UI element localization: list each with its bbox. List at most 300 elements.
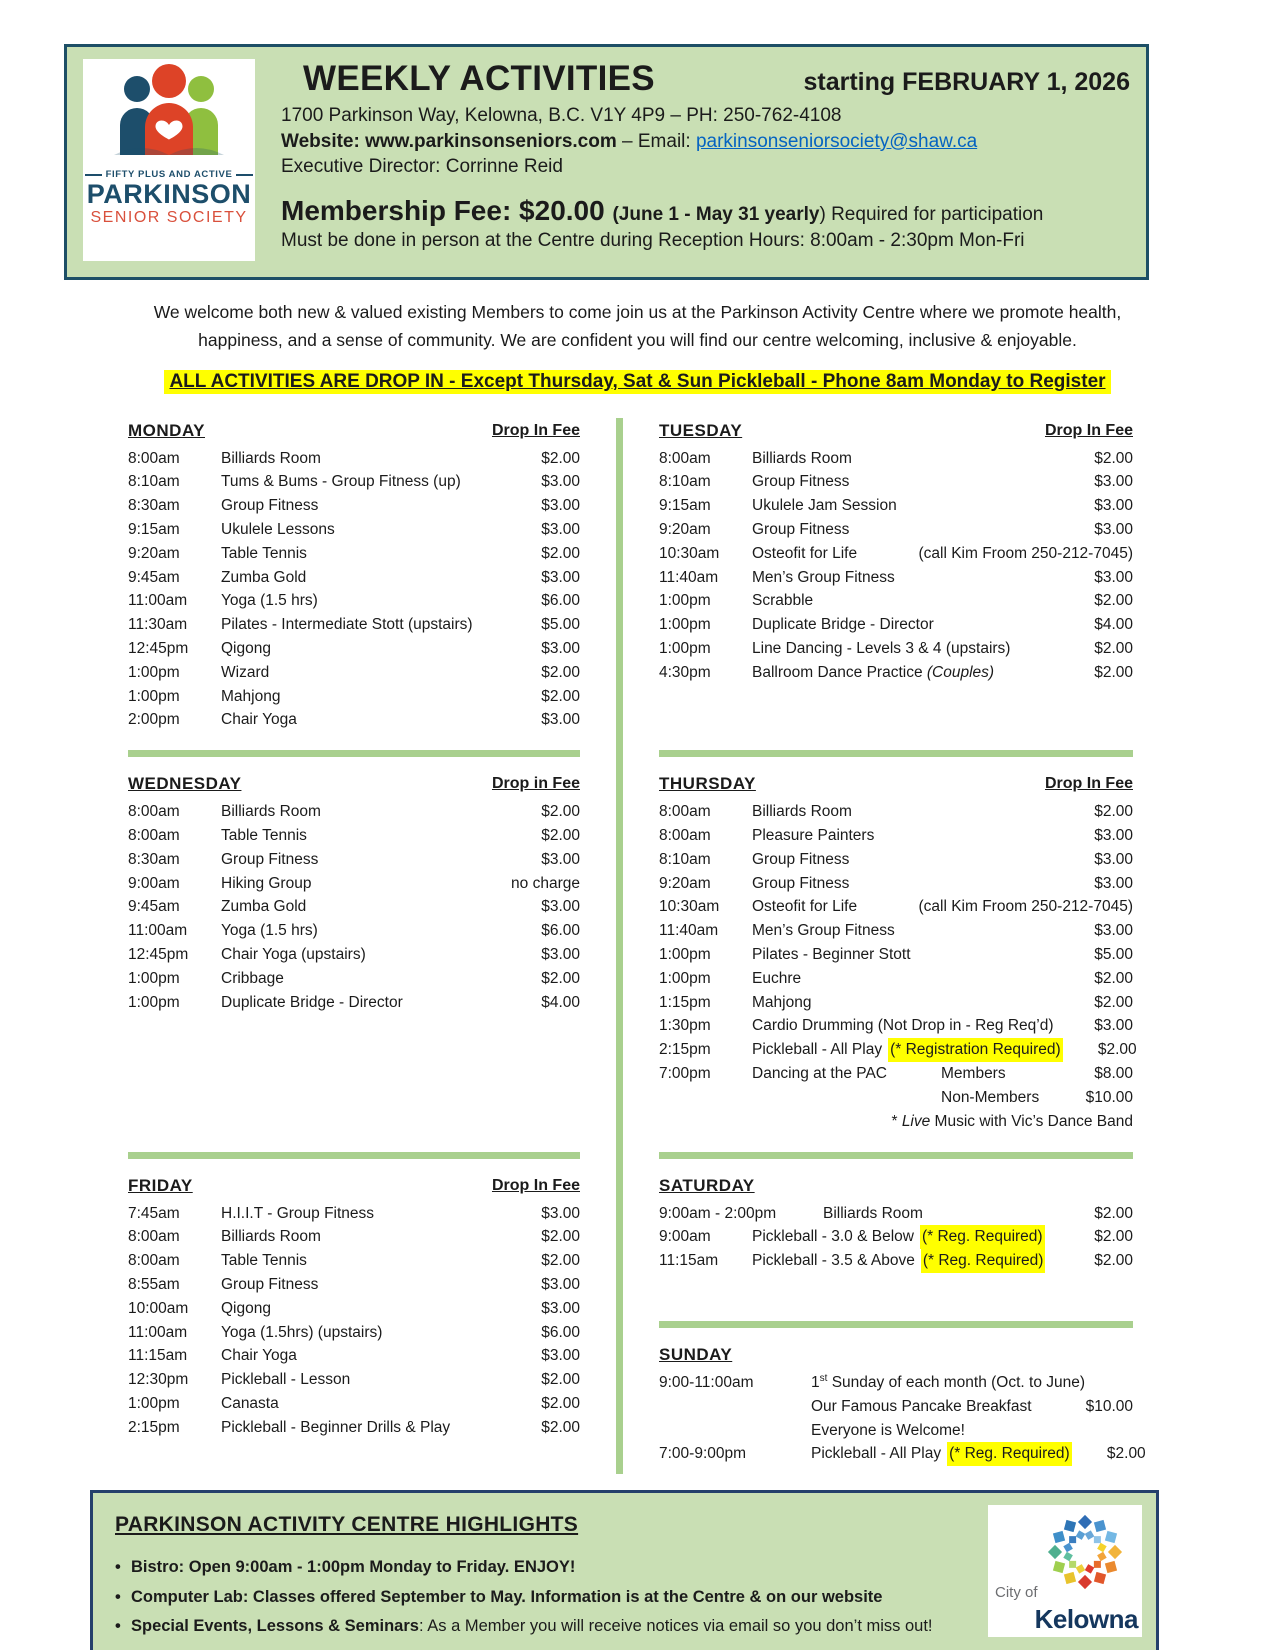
city-of-kelowna-logo (988, 1505, 1142, 1637)
highlight-bullet (115, 1553, 974, 1582)
schedule-row (659, 1038, 1137, 1062)
activity-cell: Chair Yoga (upstairs) (221, 946, 366, 964)
fee-cell: $3.00 (541, 711, 580, 729)
time-cell: 8:00am (128, 1228, 180, 1246)
page-title: WEEKLY ACTIVITIES (303, 59, 655, 98)
schedule-row (659, 848, 1133, 872)
fee-cell: $2.00 (541, 663, 580, 681)
fee-cell: $10.00 (1085, 1088, 1133, 1106)
bullet-bold-text: Special Events, Lessons & Seminars (131, 1616, 419, 1635)
fee-column-header: Drop In Fee (1044, 421, 1133, 439)
italic-note: (Couples) (922, 663, 995, 681)
schedule-row (128, 848, 580, 872)
bullet-dot: • (115, 1558, 121, 1577)
schedule-row (128, 895, 580, 919)
activity-cell: Pilates - Intermediate Stott (upstairs) (221, 616, 473, 634)
header-main (255, 59, 1130, 267)
schedule-row (659, 1062, 1133, 1086)
schedule-row (659, 661, 1133, 685)
time-cell: 2:15pm (128, 1418, 180, 1436)
activity-cell: Canasta (221, 1394, 279, 1412)
time-cell: 1:00pm (659, 592, 711, 610)
director-line: Executive Director: Corrinne Reid (281, 156, 563, 178)
fee-cell: $4.00 (541, 993, 580, 1011)
kelowna-name-label: Kelowna (1034, 1604, 1138, 1635)
kelowna-city-of-label: City of (995, 1584, 1038, 1602)
call-note: (call Kim Froom 250-212-7045) (918, 898, 1133, 916)
activity-cell: Pickleball - All Play (811, 1445, 942, 1463)
time-cell: 11:00am (128, 922, 188, 940)
fee-cell: $3.00 (1094, 850, 1133, 868)
email-link[interactable]: parkinsonseniorsociety@shaw.ca (695, 130, 978, 152)
activity-cell: Billiards Room (221, 803, 321, 821)
activity-cell: Pickleball - Beginner Drills & Play (221, 1418, 451, 1436)
schedule-row (128, 447, 580, 471)
fee-cell: $2.00 (541, 803, 580, 821)
fee-cell: $3.00 (541, 898, 580, 916)
activity-cell: Duplicate Bridge - Director (221, 993, 403, 1011)
horizontal-divider (128, 750, 580, 757)
activity-cell: Ukulele Jam Session (752, 497, 897, 515)
highlights-box (90, 1490, 1159, 1650)
fee-cell: $2.00 (1106, 1445, 1146, 1463)
fee-cell: $3.00 (1094, 473, 1133, 491)
time-cell: 9:20am (659, 874, 711, 892)
fee-cell: $2.00 (1094, 592, 1133, 610)
website-email-line: Website: www.parkinsonseniors.com – Email: parkinsonseniorsociety@shaw.ca (281, 130, 978, 152)
activity-cell: Chair Yoga (221, 711, 297, 729)
fee-cell: $2.00 (1094, 1252, 1133, 1270)
fee-cell: $2.00 (541, 1394, 580, 1412)
activity-cell: Zumba Gold (221, 898, 307, 916)
activity-cell: Chair Yoga (221, 1347, 297, 1365)
time-cell: 1:30pm (659, 1017, 711, 1035)
member-type-label: Non-Members (941, 1088, 1040, 1106)
schedule-row (659, 895, 1133, 919)
member-type-label: Members (941, 1065, 1006, 1083)
schedule-row (659, 800, 1133, 824)
time-cell: 10:30am (659, 544, 720, 562)
time-cell: 8:00am (128, 803, 180, 821)
time-cell: 4:30pm (659, 663, 711, 681)
schedule-row (128, 800, 580, 824)
activity-cell: Table Tennis (221, 544, 307, 562)
time-cell: 9:45am (128, 898, 180, 916)
day-title: FRIDAY (128, 1175, 193, 1195)
activity-cell: Osteofit for Life (752, 544, 858, 562)
activity-cell: Billiards Room (823, 1204, 923, 1222)
day-rows (128, 447, 580, 733)
activity-cell: Billiards Room (221, 1228, 321, 1246)
highlight-bullet (115, 1612, 974, 1641)
time-cell: 8:00am (128, 449, 180, 467)
time-cell: 10:30am (659, 898, 720, 916)
fee-cell: $2.00 (541, 1252, 580, 1270)
call-note: (call Kim Froom 250-212-7045) (918, 544, 1133, 562)
fee-cell: $3.00 (1094, 922, 1133, 940)
time-cell: 8:10am (659, 473, 711, 491)
registration-required-highlight: (* Registration Required) (888, 1038, 1063, 1062)
activity-cell: Billiards Room (752, 803, 852, 821)
fee-cell: $3.00 (541, 1347, 580, 1365)
activity-cell: Billiards Room (221, 449, 321, 467)
schedule-row (128, 1202, 580, 1226)
cell-monday (128, 418, 580, 741)
day-section-tuesday (659, 418, 1133, 693)
schedule-row (659, 872, 1133, 896)
time-cell: 8:30am (128, 850, 180, 868)
registration-required-highlight: (* Reg. Required) (920, 1225, 1045, 1249)
bullet-rest-text: : As a Member you will receive notices via email so you don’t miss out! (418, 1616, 933, 1635)
time-cell: 12:45pm (128, 640, 189, 658)
header-box (64, 44, 1149, 280)
fee-cell: $3.00 (1094, 568, 1133, 586)
spacer (1045, 1249, 1059, 1273)
fee-cell: $8.00 (1094, 1065, 1133, 1083)
time-cell: 9:00-11:00am (659, 1374, 754, 1391)
fee-column-header: Drop In Fee (491, 1176, 580, 1194)
schedule-row (659, 566, 1133, 590)
time-cell: 10:00am (128, 1299, 189, 1317)
day-title: WEDNESDAY (128, 774, 242, 794)
ordinal-suffix: st (819, 1372, 828, 1384)
activity-cell: Line Dancing - Levels 3 & 4 (upstairs) (752, 640, 1011, 658)
start-date: starting FEBRUARY 1, 2026 (803, 68, 1130, 96)
activity-cell: Euchre (752, 969, 802, 987)
fee-cell: $3.00 (541, 640, 580, 658)
activity-cell: Yoga (1.5hrs) (upstairs) (221, 1323, 383, 1341)
day-rows (659, 1202, 1133, 1273)
horizontal-divider (128, 1152, 580, 1159)
fee-cell: $2.00 (541, 1371, 580, 1389)
parkinson-society-logo (83, 59, 255, 261)
day-rows (659, 800, 1137, 1133)
horizontal-divider (659, 1321, 1133, 1328)
fee-cell: $2.00 (541, 687, 580, 705)
bullet-bold-text: Bistro: Open 9:00am - 1:00pm Monday to Friday. ENJOY! (131, 1558, 576, 1577)
time-cell: 1:00pm (659, 946, 711, 964)
activity-cell: Pickleball - Lesson (221, 1371, 351, 1389)
fee-cell: $3.00 (541, 497, 580, 515)
activity-cell: Table Tennis (221, 1252, 307, 1270)
time-cell: 1:00pm (128, 969, 180, 987)
day-section-wednesday (128, 771, 580, 1022)
time-cell: 1:00pm (128, 993, 180, 1011)
schedule-row (659, 1371, 1133, 1395)
schedule-row (659, 447, 1133, 471)
time-cell: 12:45pm (128, 946, 189, 964)
schedule-row (659, 1014, 1133, 1038)
time-cell: 1:00pm (659, 640, 711, 658)
activity-cell: Pleasure Painters (752, 827, 875, 845)
fee-column-header: Drop In Fee (491, 421, 580, 439)
schedule-row (659, 1249, 1133, 1273)
time-cell (659, 1395, 811, 1419)
schedule-row (128, 1321, 580, 1345)
activity-cell: Group Fitness (752, 874, 850, 892)
schedule-row (659, 824, 1133, 848)
day-title: THURSDAY (659, 774, 756, 794)
fee-cell: $2.00 (541, 827, 580, 845)
activity-cell: Billiards Room (752, 449, 852, 467)
fee-cell: $2.00 (541, 969, 580, 987)
horizontal-divider (659, 1152, 1133, 1159)
schedule-row (128, 919, 580, 943)
bullet-bold-text: Computer Lab: Classes offered September to May. Information is at the Centre & on our website (131, 1587, 883, 1606)
fee-cell: $3.00 (541, 850, 580, 868)
schedule-row (128, 613, 580, 637)
time-cell: 1:00pm (128, 663, 180, 681)
fee-cell: $2.00 (541, 1418, 580, 1436)
horizontal-divider (659, 750, 1133, 757)
activity-cell: Group Fitness (752, 521, 850, 539)
schedule-row (659, 967, 1133, 991)
activity-cell: Pilates - Beginner Stott (752, 946, 911, 964)
cell-thursday (659, 740, 1137, 1141)
activity-cell: Men’s Group Fitness (752, 922, 895, 940)
cell-wednesday (128, 740, 580, 1141)
time-cell: 9:00am - 2:00pm (659, 1204, 777, 1222)
time-cell (659, 1086, 752, 1110)
fee-cell: $4.00 (1094, 616, 1133, 634)
live-music-footnote: * Live Music with Vic’s Dance Band (891, 1112, 1133, 1130)
fee-cell (1059, 1419, 1133, 1443)
time-cell: 7:45am (128, 1204, 180, 1222)
time-cell: 2:00pm (128, 711, 180, 729)
activity-cell: Mahjong (221, 687, 281, 705)
fee-cell: $3.00 (1094, 1017, 1133, 1035)
day-title: SUNDAY (659, 1345, 733, 1364)
fee-cell: $3.00 (1094, 874, 1133, 892)
activity-cell: Qigong (221, 1299, 271, 1317)
day-section-saturday (659, 1173, 1133, 1281)
activity-cell: Yoga (1.5 hrs) (221, 922, 318, 940)
activity-cell: Osteofit for Life (752, 898, 858, 916)
day-rows (659, 447, 1133, 685)
time-cell: 8:10am (659, 850, 711, 868)
schedule-row (659, 919, 1133, 943)
time-cell (659, 1419, 811, 1443)
time-cell: 7:00-9:00pm (659, 1445, 747, 1463)
day-section-monday (128, 418, 580, 741)
schedule-row (128, 1249, 580, 1273)
day-title: TUESDAY (659, 420, 743, 440)
day-section-sunday (659, 1342, 1146, 1474)
activity-cell: Hiking Group (221, 874, 312, 892)
fee-cell: $2.00 (541, 544, 580, 562)
time-cell: 8:00am (659, 803, 711, 821)
activity-cell: Yoga (1.5 hrs) (221, 592, 318, 610)
fee-cell: $3.00 (541, 521, 580, 539)
activity-cell: Zumba Gold (221, 568, 307, 586)
fee-cell: $2.00 (1094, 969, 1133, 987)
time-cell: 11:40am (659, 568, 719, 586)
activity-cell: Tums & Bums - Group Fitness (up) (221, 473, 461, 491)
schedule-row (128, 1297, 580, 1321)
schedule-row (128, 872, 580, 896)
time-cell: 9:15am (128, 521, 180, 539)
activity-cell: Ballroom Dance Practice (Couples) (752, 663, 995, 681)
schedule-row (128, 824, 580, 848)
time-cell: 1:00pm (128, 1394, 180, 1412)
fee-cell: $3.00 (541, 1204, 580, 1222)
activity-cell (752, 1086, 941, 1110)
day-section-friday (128, 1173, 580, 1448)
activity-cell: Dancing at the PAC (752, 1065, 887, 1083)
schedule-row (659, 1202, 1133, 1226)
fee-cell: $5.00 (1094, 946, 1133, 964)
time-cell: 11:15am (128, 1347, 188, 1365)
schedule-row (128, 637, 580, 661)
activity-cell: Group Fitness (752, 850, 850, 868)
fee-cell: $5.00 (541, 616, 580, 634)
schedule-row (128, 967, 580, 991)
highlights-title: PARKINSON ACTIVITY CENTRE HIGHLIGHTS (115, 1513, 579, 1537)
time-cell: 9:20am (128, 544, 180, 562)
schedule-row (128, 943, 580, 967)
fee-cell: $3.00 (541, 1299, 580, 1317)
activity-cell: Pickleball - All Play (752, 1041, 883, 1059)
day-rows (128, 800, 580, 1014)
schedule-row (128, 708, 580, 732)
activity-cell: Pickleball - 3.5 & Above (752, 1252, 915, 1270)
schedule-row (659, 1225, 1133, 1249)
fee-cell: $2.00 (1097, 1041, 1137, 1059)
activity-cell: Ukulele Lessons (221, 521, 335, 539)
fee-cell: $2.00 (541, 449, 580, 467)
activity-cell: Pickleball - 3.0 & Below (752, 1228, 914, 1246)
day-rows (128, 1202, 580, 1440)
fee-column-header: Drop in Fee (491, 775, 580, 793)
schedule-row (659, 1442, 1146, 1466)
bullet-dot: • (115, 1587, 121, 1606)
spacer (1045, 1225, 1059, 1249)
fee-cell: $2.00 (1094, 663, 1133, 681)
time-cell: 11:40am (659, 922, 719, 940)
activity-cell: Group Fitness (221, 1276, 319, 1293)
schedule-row (659, 470, 1133, 494)
time-cell: 8:00am (128, 1252, 180, 1270)
schedule-row (659, 637, 1133, 661)
day-title: SATURDAY (659, 1175, 755, 1195)
fee-column-header: Drop In Fee (1044, 775, 1133, 793)
activity-cell: Group Fitness (752, 473, 850, 491)
activity-cell: H.I.I.T - Group Fitness (221, 1204, 375, 1222)
activity-cell: Everyone is Welcome! (811, 1421, 965, 1439)
activity-cell: Table Tennis (221, 827, 307, 845)
address-line: 1700 Parkinson Way, Kelowna, B.C. V1Y 4P9 – PH: 250-762-4108 (281, 105, 842, 126)
cell-weekend (659, 1142, 1146, 1475)
time-cell: 2:15pm (659, 1041, 711, 1059)
schedule-row (128, 661, 580, 685)
time-cell: 11:00am (128, 592, 188, 610)
time-cell: 8:00am (659, 449, 711, 467)
schedule-row (659, 991, 1133, 1015)
cell-friday (128, 1142, 580, 1475)
schedule-row (128, 589, 580, 613)
fee-cell: $2.00 (1094, 1228, 1133, 1246)
highlight-bullet (115, 1583, 974, 1612)
fee-cell: $3.00 (1094, 827, 1133, 845)
logo-name: PARKINSON (86, 179, 252, 209)
fee-cell: $6.00 (541, 1323, 580, 1341)
schedule-row (128, 685, 580, 709)
activity-cell: Scrabble (752, 592, 814, 610)
highlights-text (115, 1505, 974, 1641)
schedule-row (128, 518, 580, 542)
schedule-row (128, 494, 580, 518)
fee-cell: $3.00 (1094, 521, 1133, 539)
time-cell: 1:00pm (659, 616, 711, 634)
time-cell: 12:30pm (128, 1371, 189, 1389)
schedule-row (659, 613, 1133, 637)
schedule-row (128, 991, 580, 1015)
drop-in-notice-wrap (0, 370, 1275, 394)
time-cell: 8:10am (128, 473, 180, 491)
schedule-row (128, 1368, 580, 1392)
highlights-bullets (115, 1553, 974, 1641)
schedule-row (659, 494, 1133, 518)
time-cell: 8:30am (128, 497, 180, 515)
schedule-row (128, 542, 580, 566)
schedule-row (659, 1419, 1133, 1443)
time-cell: 8:55am (128, 1276, 180, 1293)
fee-cell: $2.00 (541, 1228, 580, 1246)
fee-cell: $3.00 (1094, 497, 1133, 515)
time-cell: 9:15am (659, 497, 711, 515)
fee-cell: $2.00 (1094, 449, 1133, 467)
schedule-row (659, 589, 1133, 613)
kelowna-emblem-icon (1040, 1507, 1130, 1597)
fee-cell: $2.00 (1094, 1204, 1133, 1222)
schedule-row (659, 518, 1133, 542)
fee-cell: $3.00 (541, 568, 580, 586)
time-cell: 1:00pm (128, 687, 180, 705)
logo-tagline: FIFTY PLUS AND ACTIVE (85, 169, 253, 180)
day-rows (659, 1371, 1146, 1466)
bullet-dot: • (115, 1616, 121, 1635)
schedule-row (128, 1392, 580, 1416)
time-cell: 9:20am (659, 521, 711, 539)
schedule-row (659, 943, 1133, 967)
registration-required-highlight: (* Reg. Required) (921, 1249, 1046, 1273)
fee-cell: $6.00 (541, 592, 580, 610)
time-cell: 9:00am (128, 874, 180, 892)
fee-cell: $2.00 (1094, 803, 1133, 821)
time-cell: 8:00am (128, 827, 180, 845)
activity-cell: Cardio Drumming (Not Drop in - Reg Req’d) (752, 1017, 1054, 1035)
fee-cell: $3.00 (541, 946, 580, 964)
schedule-row (128, 1416, 580, 1440)
fee-cell: $3.00 (541, 473, 580, 491)
fee-cell: $2.00 (1094, 640, 1133, 658)
activity-cell: Qigong (221, 640, 271, 658)
activity-cell: Group Fitness (221, 497, 319, 515)
drop-in-notice: ALL ACTIVITIES ARE DROP IN - Except Thursday, Sat & Sun Pickleball - Phone 8am Monday to Register (164, 370, 1110, 394)
logo-subtitle: SENIOR SOCIETY (90, 209, 248, 227)
activity-cell: Group Fitness (221, 850, 319, 868)
activity-cell: Wizard (221, 663, 270, 681)
time-cell: 9:00am (659, 1228, 711, 1246)
schedule-row (659, 542, 1133, 566)
people-heart-icon (94, 63, 244, 163)
time-cell: 9:45am (128, 568, 180, 586)
membership-fee-line2: Must be done in person at the Centre during Reception Hours: 8:00am - 2:30pm Mon-Fri (281, 229, 1025, 251)
time-cell: 1:00pm (659, 969, 711, 987)
schedule-row (128, 470, 580, 494)
schedule-row (659, 1395, 1133, 1419)
fee-cell: $10.00 (1085, 1397, 1133, 1415)
